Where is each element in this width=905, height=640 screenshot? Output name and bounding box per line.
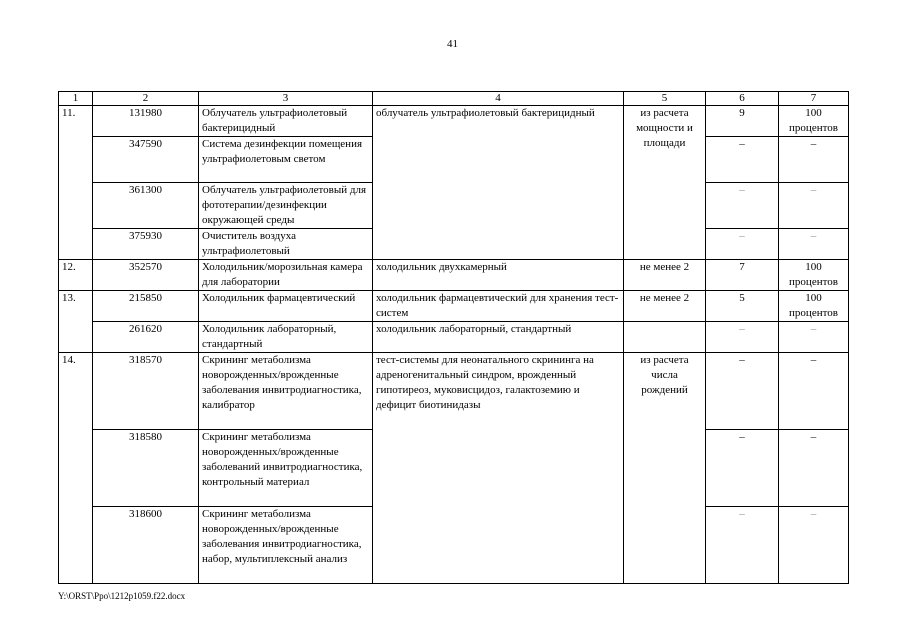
col7-value: 100 процентов xyxy=(779,260,849,291)
table-row xyxy=(59,260,849,291)
header-cell: 1 xyxy=(59,92,93,106)
item-name: Облучатель ультрафиолетовый бактерицидный xyxy=(199,106,373,137)
col7-value: 100 процентов xyxy=(779,106,849,137)
page-number: 41 xyxy=(447,38,458,50)
item-code: 352570 xyxy=(93,260,199,291)
col6-value: – xyxy=(706,137,779,183)
col7-value: – xyxy=(779,353,849,430)
col7-value xyxy=(779,322,849,353)
item-name: Очиститель воздуха ультрафиолетовый xyxy=(199,229,373,260)
calculation-basis: не менее 2 xyxy=(624,291,706,322)
dash: – xyxy=(739,184,745,196)
equipment-table xyxy=(58,91,849,584)
item-code: 347590 xyxy=(93,137,199,183)
item-code: 375930 xyxy=(93,229,199,260)
item-description: облучатель ультрафиолетовый бактерицидный xyxy=(373,106,624,260)
col7-value: – xyxy=(779,137,849,183)
item-name: Скрининг метаболизма новорожденных/врожденные заболевания инвитродиагностика, калибратор xyxy=(199,353,373,430)
col7-value xyxy=(779,183,849,229)
dash: – xyxy=(810,184,817,196)
col6-value: 7 xyxy=(706,260,779,291)
item-description: холодильник фармацевтический для хранения тест-систем xyxy=(373,291,624,322)
col6-value xyxy=(706,183,779,229)
header-cell: 2 xyxy=(93,92,199,106)
col7-value: – xyxy=(779,430,849,507)
header-cell: 7 xyxy=(779,92,849,106)
header-cell: 6 xyxy=(706,92,779,106)
table-row xyxy=(59,322,849,353)
col7-value xyxy=(779,507,849,584)
col6-value xyxy=(706,322,779,353)
calculation-basis: из расчета мощности и площади xyxy=(624,106,706,260)
item-code: 318600 xyxy=(93,507,199,584)
header-cell: 3 xyxy=(199,92,373,106)
col6-value: – xyxy=(706,430,779,507)
item-code: 318570 xyxy=(93,353,199,430)
item-name: Холодильник/морозильная камера для лаборатории xyxy=(199,260,373,291)
item-code: 318580 xyxy=(93,430,199,507)
item-code: 215850 xyxy=(93,291,199,322)
item-name: Холодильник фармацевтический xyxy=(199,291,373,322)
header-cell: 4 xyxy=(373,92,624,106)
item-description: тест-системы для неонатального скрининга на адреногенитальный синдром, врожденный гипотиреоз, муковисцидоз, галактоземию и дефицит биотинидазы xyxy=(373,353,624,584)
table-row xyxy=(59,353,849,430)
table-row xyxy=(59,106,849,137)
table-row xyxy=(59,291,849,322)
item-name: Скрининг метаболизма новорожденных/врожденные заболевания инвитродиагностика, набор, мультиплексный анализ xyxy=(199,507,373,584)
table-header-row xyxy=(59,92,849,106)
col6-value: 9 xyxy=(706,106,779,137)
item-description: холодильник лабораторный, стандартный xyxy=(373,322,624,353)
row-number: 14. xyxy=(59,353,93,584)
dash: – xyxy=(739,230,745,242)
dash: – xyxy=(810,323,817,335)
col6-value xyxy=(706,229,779,260)
dash: – xyxy=(810,230,817,242)
calculation-basis xyxy=(624,322,706,353)
item-code: 261620 xyxy=(93,322,199,353)
dash: – xyxy=(739,323,745,335)
item-code: 131980 xyxy=(93,106,199,137)
dash: – xyxy=(739,508,745,520)
row-number: 11. xyxy=(59,106,93,260)
file-path-footer: Y:\ORST\Ppo\1212p1059.f22.docx xyxy=(58,591,186,601)
col7-value xyxy=(779,229,849,260)
calculation-basis: не менее 2 xyxy=(624,260,706,291)
row-number: 13. xyxy=(59,291,93,353)
item-code: 361300 xyxy=(93,183,199,229)
calculation-basis: из расчета числа рождений xyxy=(624,353,706,584)
col6-value xyxy=(706,507,779,584)
col6-value: – xyxy=(706,353,779,430)
item-name: Облучатель ультрафиолетовый для фототерапии/дезинфекции окружающей среды xyxy=(199,183,373,229)
col6-value: 5 xyxy=(706,291,779,322)
item-name: Холодильник лабораторный, стандартный xyxy=(199,322,373,353)
header-cell: 5 xyxy=(624,92,706,106)
item-description: холодильник двухкамерный xyxy=(373,260,624,291)
item-name: Скрининг метаболизма новорожденных/врожденные заболеваний инвитродиагностика, контрольный материал xyxy=(199,430,373,507)
row-number: 12. xyxy=(59,260,93,291)
item-name: Система дезинфекции помещения ультрафиолетовым светом xyxy=(199,137,373,183)
col7-value: 100 процентов xyxy=(779,291,849,322)
dash: – xyxy=(810,508,817,520)
